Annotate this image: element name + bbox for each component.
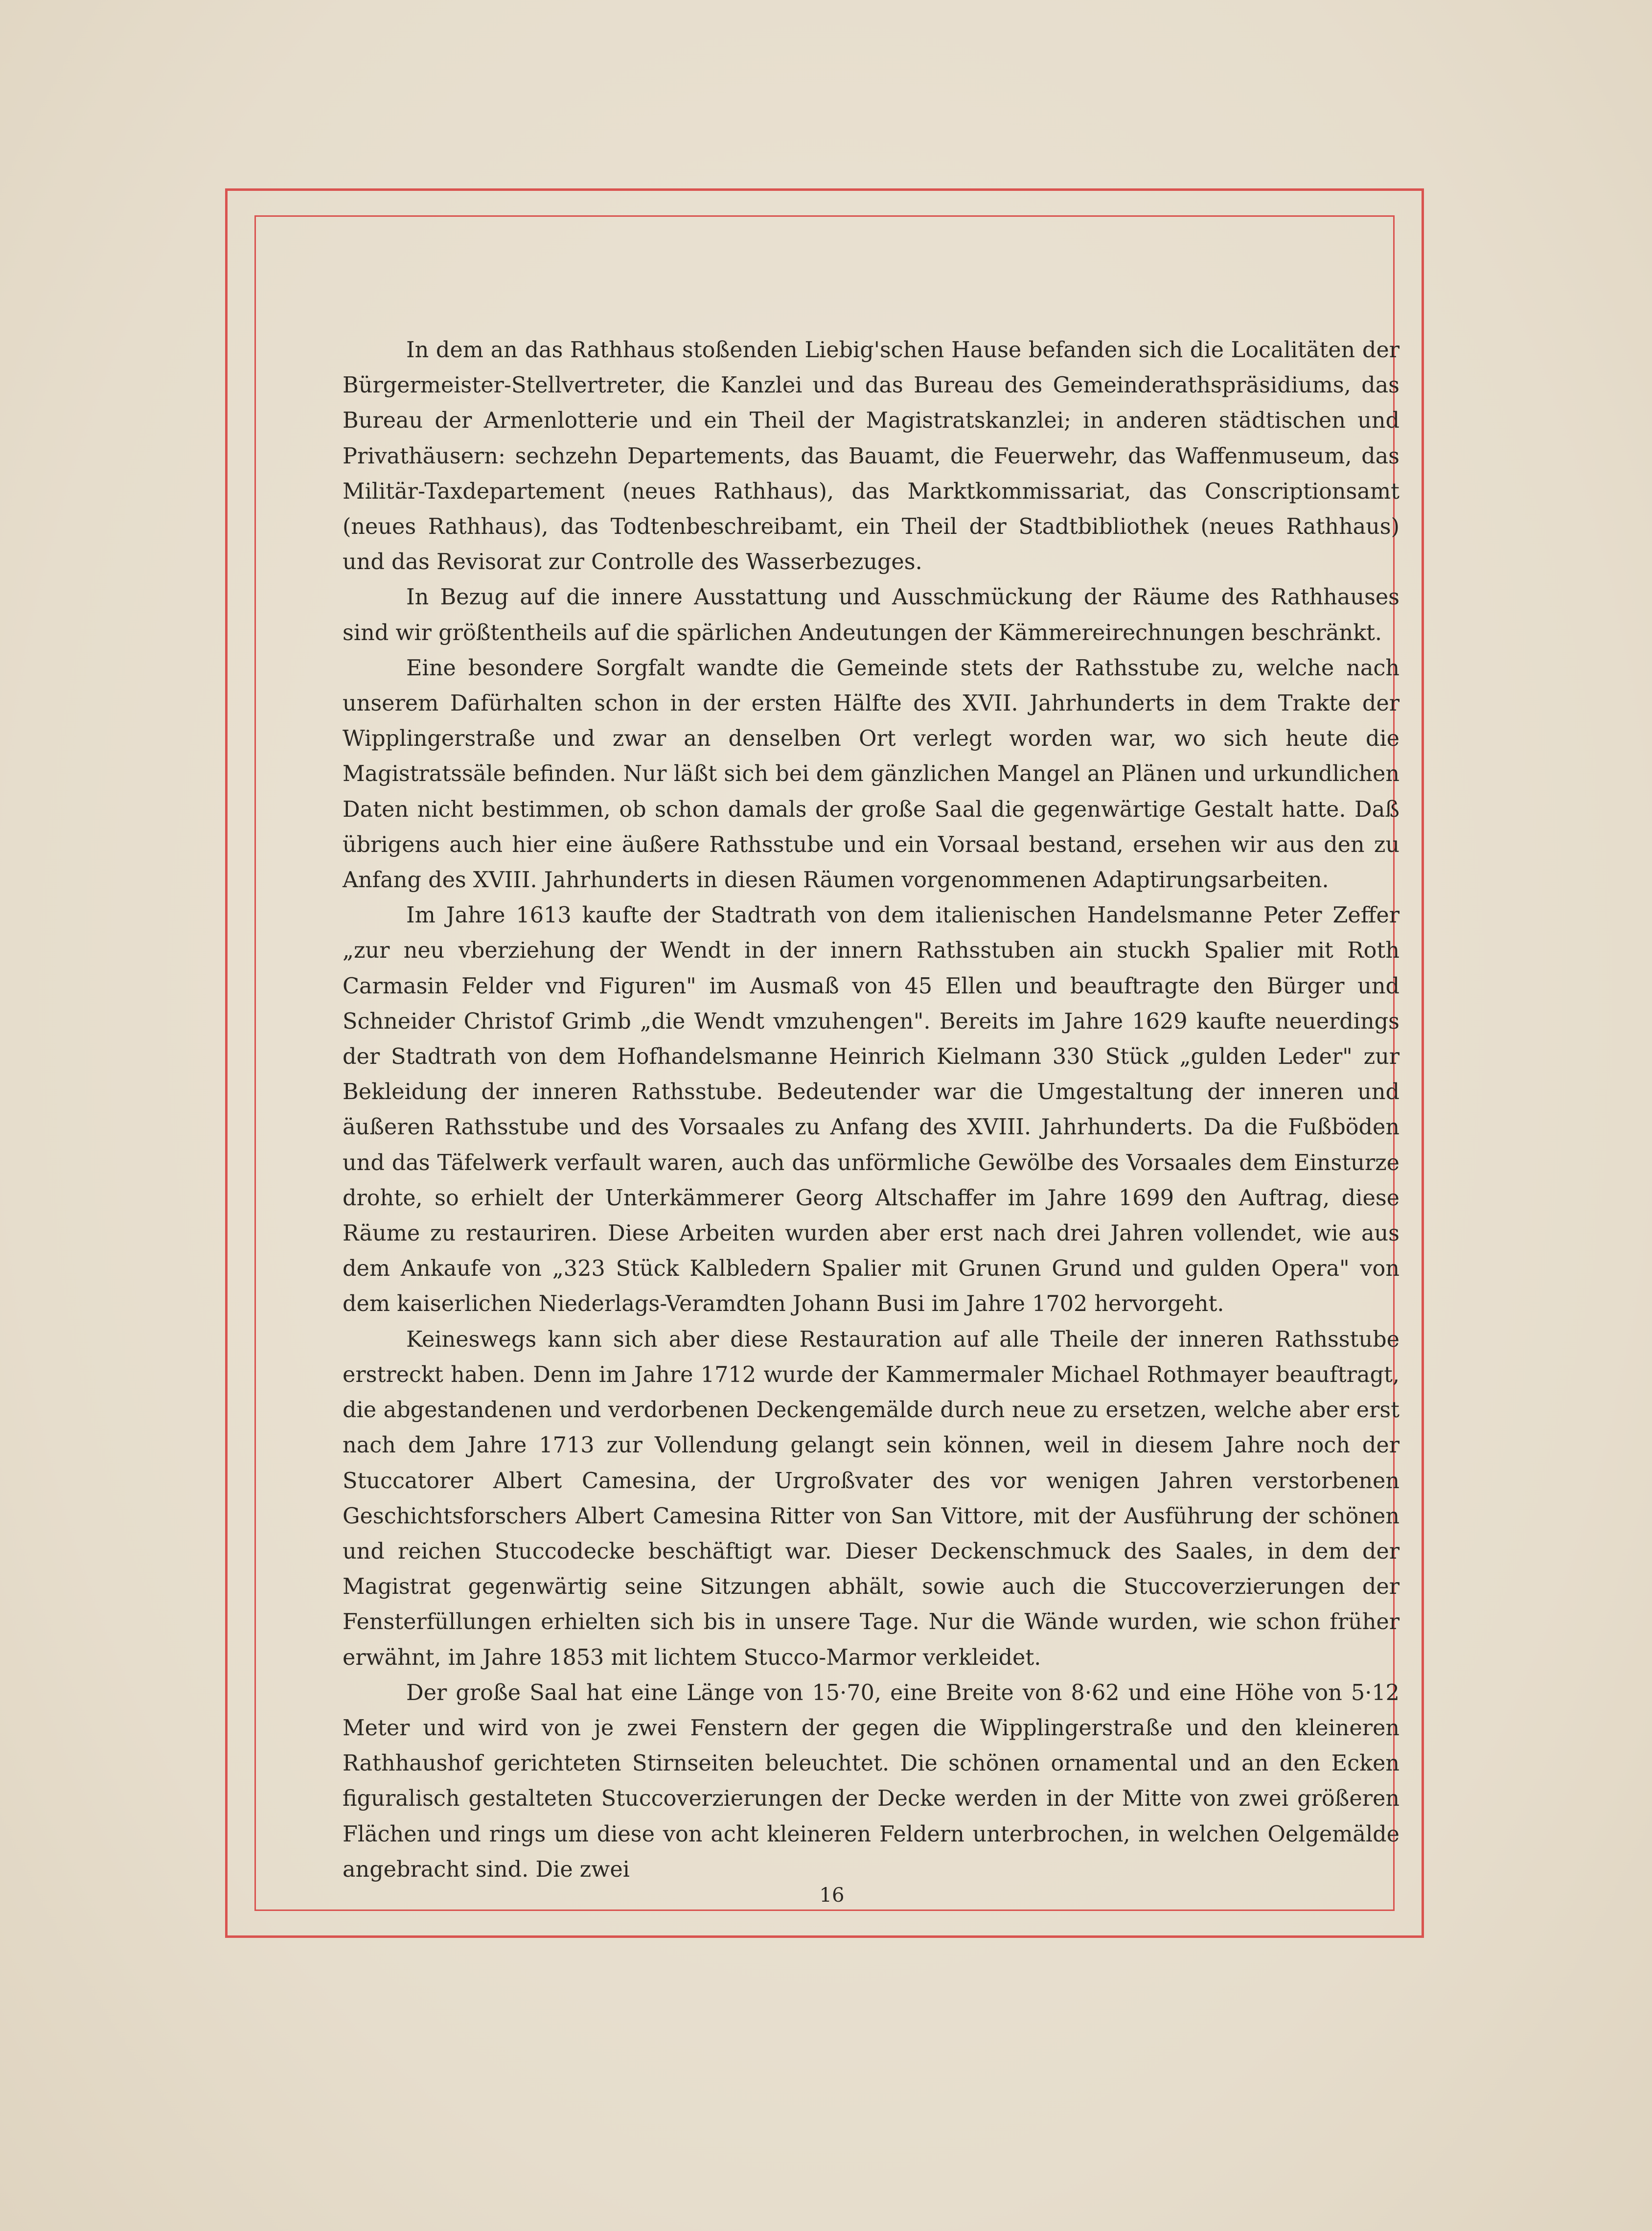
paragraph-4: Im Jahre 1613 kaufte der Stadtrath von dem italienischen Handelsmanne Peter Zeffer „zur neu vberziehung der Wendt in der innern Rathsstuben ain stuckh Spalier mit Roth Carmasin Felder vnd Figuren" im Ausmaß von 45 Ellen und beauftragte den Bürger und Schneider Christof Grimb „die Wendt vmzuhengen". Bereits im Jahre 1629 kaufte neuerdings der Stadtrath von dem Hofhandelsmanne Heinrich Kielmann 330 Stück „gulden Leder" zur Bekleidung der inneren Rathsstube. Bedeutender war die Umgestaltung der inneren und äußeren Rathsstube und des Vorsaales zu Anfang des XVIII. Jahrhunderts. Da die Fußböden und das Täfelwerk verfault waren, auch das unförmliche Gewölbe des Vorsaales dem Einsturze drohte, so erhielt der Unterkämmerer Georg Altschaffer im Jahre 1699 den Auftrag, diese Räume zu restauriren. Diese Arbeiten wurden aber erst nach drei Jahren vollendet, wie aus dem Ankaufe von „323 Stück Kalbledern Spalier mit Grunen Grund und gulden Opera" von dem kaiserlichen Niederlags-Veramdten Johann Busi im Jahre 1702 hervorgeht.	[343, 903, 1400, 1317]
paragraph-5: Keineswegs kann sich aber diese Restauration auf alle Theile der inneren Rathsstube erstreckt haben. Denn im Jahre 1712 wurde der Kammermaler Michael Rothmayer beauftragt, die abgestandenen und verdorbenen Deckengemälde durch neue zu ersetzen, welche aber erst nach dem Jahre 1713 zur Vollendung gelangt sein können, weil in diesem Jahre noch der Stuccatorer Albert Camesina, der Urgroßvater des vor wenigen Jahren verstorbenen Geschichtsforschers Albert Camesina Ritter von San Vittore, mit der Ausführung der schönen und reichen Stuccodecke beschäftigt war. Dieser Deckenschmuck des Saales, in dem der Magistrat gegenwärtig seine Sitzungen abhält, sowie auch die Stuccoverzierungen der Fensterfüllungen erhielten sich bis in unsere Tage. Nur die Wände wurden, wie schon früher erwähnt, im Jahre 1853 mit lichtem Stucco-Marmor verkleidet.	[343, 1327, 1400, 1670]
page-number: 16	[819, 1884, 845, 1907]
body-text	[343, 333, 1400, 1887]
paragraph-6: Der große Saal hat eine Länge von 15·70, eine Breite von 8·62 und eine Höhe von 5·12 Meter und wird von je zwei Fenstern der gegen die Wipplingerstraße und den kleineren Rathhaushof gerichteten Stirnseiten beleuchtet. Die schönen ornamental und an den Ecken figuralisch gestalteten Stuccoverzierungen der Decke werden in der Mitte von zwei größeren Flächen und rings um diese von acht kleineren Feldern unterbrochen, in welchen Oelgemälde angebracht sind. Die zwei	[343, 1680, 1400, 1882]
paragraph-2: In Bezug auf die innere Ausstattung und Ausschmückung der Räume des Rathhauses sind wir größtentheils auf die spärlichen Andeutungen der Kämmereirechnungen beschränkt.	[343, 585, 1400, 645]
paragraph-1: In dem an das Rathhaus stoßenden Liebig'schen Hause befanden sich die Localitäten der Bürgermeister-Stellvertreter, die Kanzlei und das Bureau des Gemeinderathspräsidiums, das Bureau der Armenlotterie und ein Theil der Magistratskanzlei; in anderen städtischen und Privathäusern: sechzehn Departements, das Bauamt, die Feuerwehr, das Waffenmuseum, das Militär-Taxdepartement (neues Rathhaus), das Marktkommissariat, das Conscriptionsamt (neues Rathhaus), das Todtenbeschreibamt, ein Theil der Stadtbibliothek (neues Rathhaus) und das Revisorat zur Controlle des Wasserbezuges.	[343, 338, 1400, 575]
paragraph-3: Eine besondere Sorgfalt wandte die Gemeinde stets der Rathsstube zu, welche nach unserem Dafürhalten schon in der ersten Hälfte des XVII. Jahrhunderts in dem Trakte der Wipplingerstraße und zwar an denselben Ort verlegt worden war, wo sich heute die Magistratssäle befinden. Nur läßt sich bei dem gänzlichen Mangel an Plänen und urkundlichen Daten nicht bestimmen, ob schon damals der große Saal die gegenwärtige Gestalt hatte. Daß übrigens auch hier eine äußere Rathsstube und ein Vorsaal bestand, ersehen wir aus den zu Anfang des XVIII. Jahrhunderts in diesen Räumen vorgenommenen Adaptirungsarbeiten.	[343, 655, 1400, 893]
